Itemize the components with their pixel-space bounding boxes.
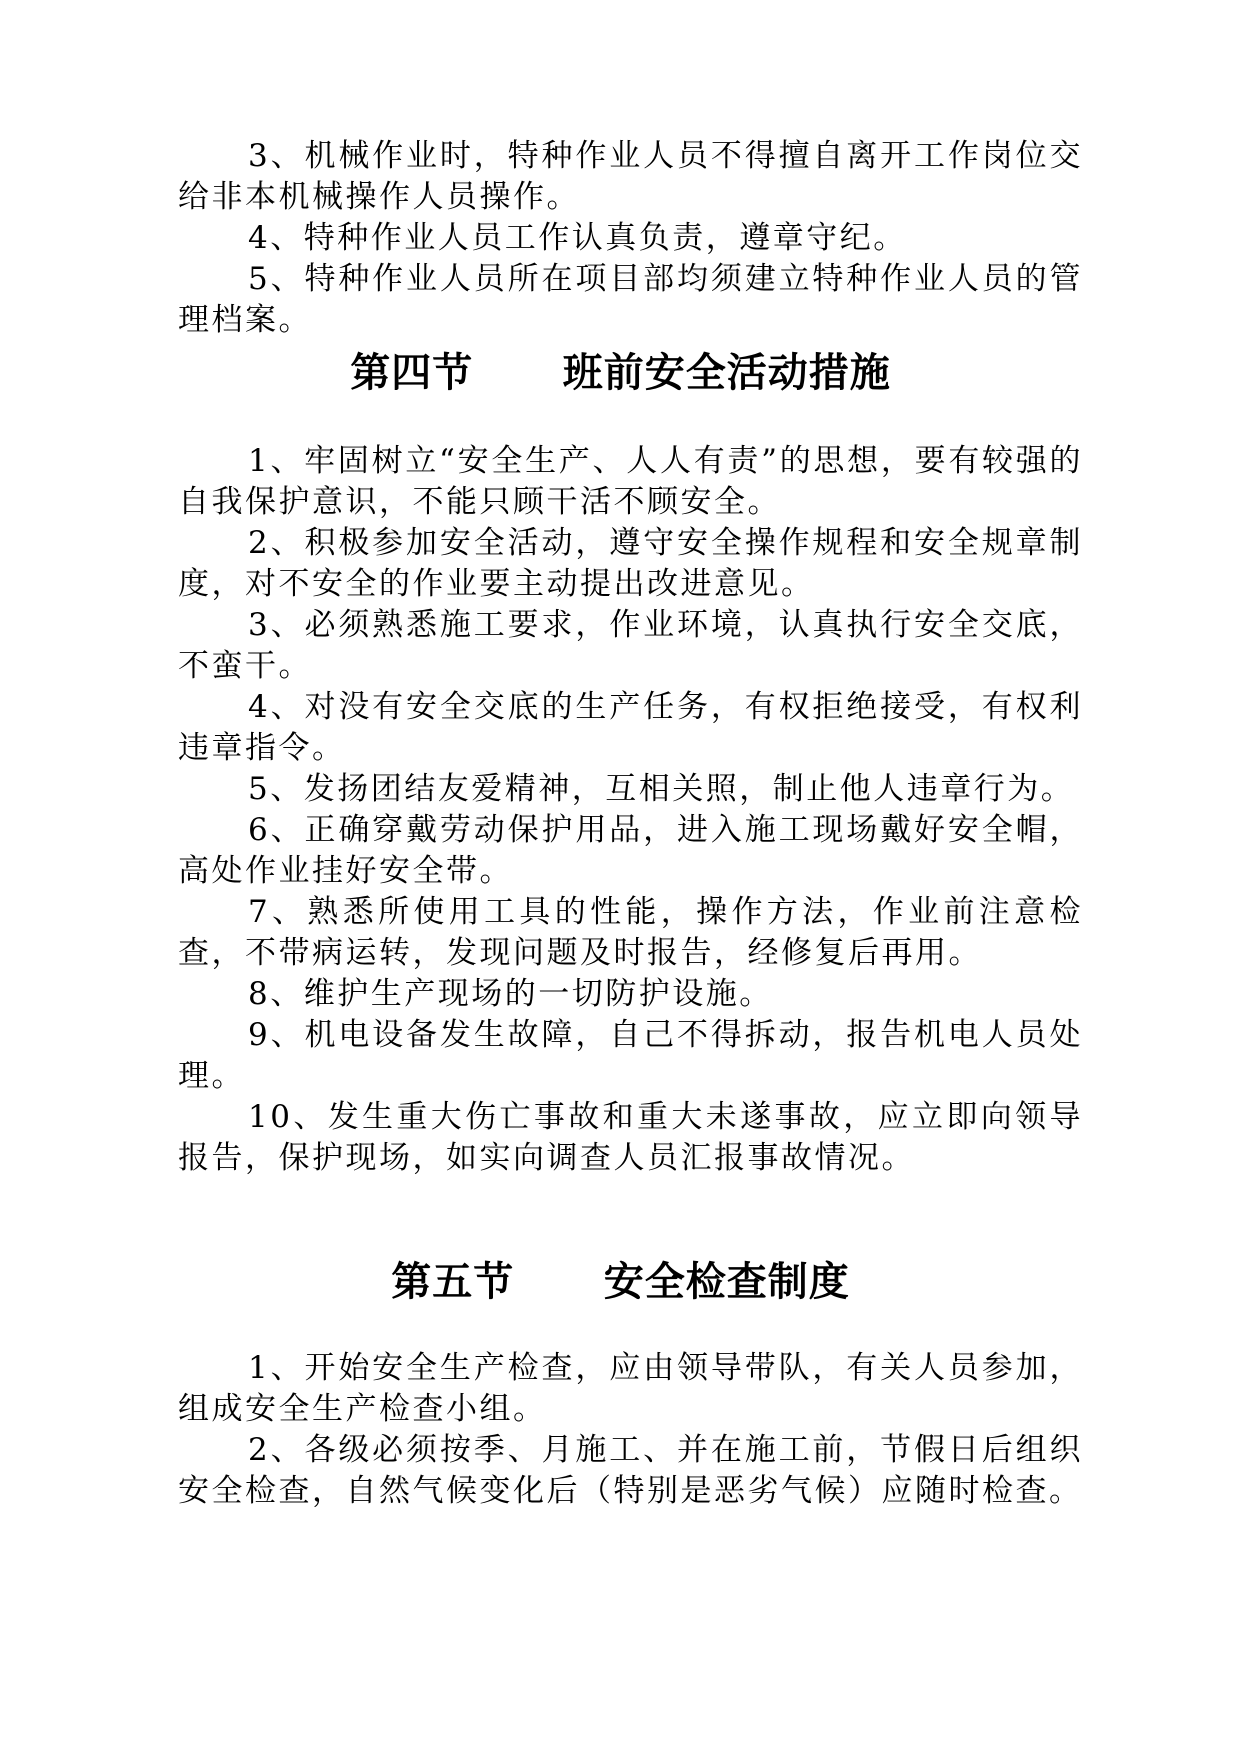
paragraph: 7、熟悉所使用工具的性能，操作方法，作业前注意检查，不带病运转，发现问题及时报告，经修复后再用。	[178, 894, 1083, 971]
paragraph: 2、各级必须按季、月施工、并在施工前，节假日后组织安全检查，自然气候变化后（特别是恶劣气候）应随时检查。	[178, 1432, 1083, 1509]
paragraph: 5、特种作业人员所在项目部均须建立特种作业人员的管理档案。	[178, 261, 1083, 338]
paragraph: 5、发扬团结友爱精神，互相关照，制止他人违章行为。	[248, 771, 1075, 807]
paragraph: 1、牢固树立“安全生产、人人有责”的思想，要有较强的自我保护意识，不能只顾干活不顾安全。	[178, 443, 1083, 520]
paragraph: 3、机械作业时，特种作业人员不得擅自离开工作岗位交给非本机械操作人员操作。	[178, 138, 1083, 215]
paragraph: 1、开始安全生产检查，应由领导带队，有关人员参加，组成安全生产检查小组。	[178, 1350, 1083, 1427]
paragraph: 3、必须熟悉施工要求，作业环境，认真执行安全交底，不蛮干。	[178, 607, 1083, 684]
paragraph: 2、积极参加安全活动，遵守安全操作规程和安全规章制度，对不安全的作业要主动提出改进意见。	[178, 525, 1083, 602]
paragraph: 9、机电设备发生故障，自己不得拆动，报告机电人员处理。	[178, 1017, 1083, 1094]
paragraph: 10、发生重大伤亡事故和重大未遂事故，应立即向领导报告，保护现场，如实向调查人员汇报事故情况。	[178, 1099, 1083, 1176]
intro-section	[178, 136, 1083, 341]
section-body	[178, 1348, 1083, 1512]
section-heading: 第四节 班前安全活动措施	[350, 350, 891, 396]
section-body	[178, 441, 1083, 1179]
paragraph: 8、维护生产现场的一切防护设施。	[248, 976, 773, 1012]
paragraph: 4、对没有安全交底的生产任务，有权拒绝接受，有权利违章指令。	[178, 689, 1083, 766]
paragraph: 6、正确穿戴劳动保护用品，进入施工现场戴好安全帽，高处作业挂好安全带。	[178, 812, 1083, 889]
section-heading: 第五节 安全检查制度	[391, 1259, 850, 1305]
paragraph: 4、特种作业人员工作认真负责，遵章守纪。	[248, 220, 907, 256]
